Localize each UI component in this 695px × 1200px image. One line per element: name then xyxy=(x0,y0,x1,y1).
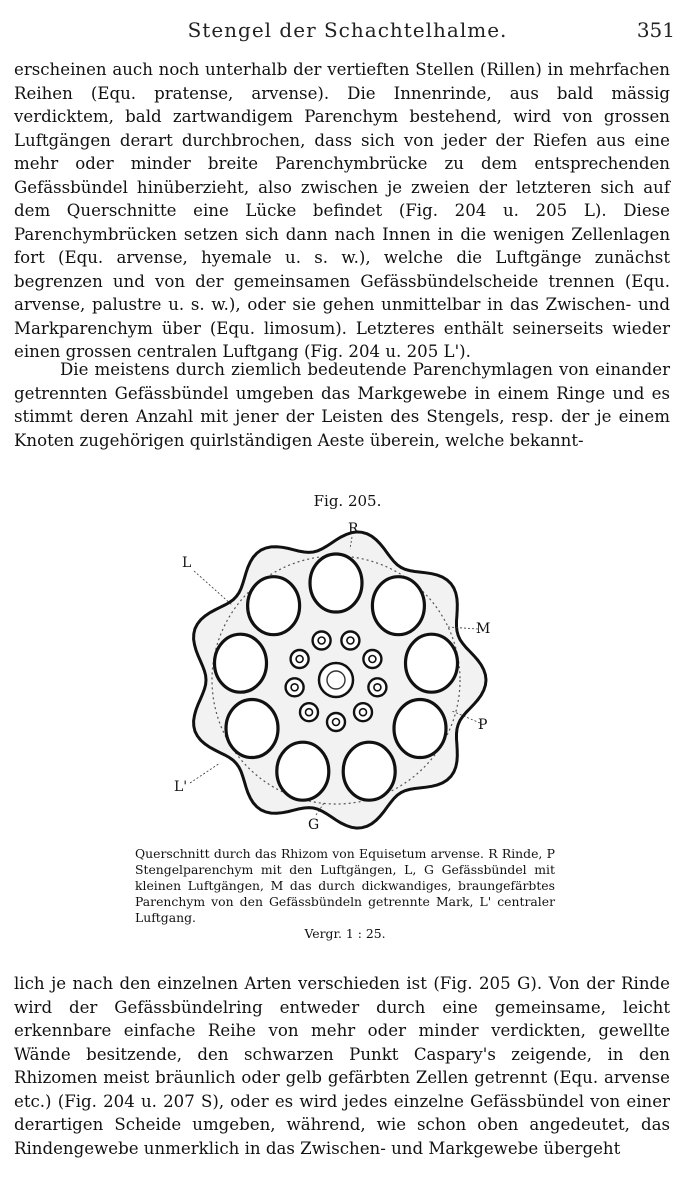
figure-label: Fig. 205. xyxy=(313,492,382,510)
central-canal xyxy=(319,663,353,697)
air-canal xyxy=(406,634,458,692)
vascular-bundle xyxy=(354,703,372,721)
body-paragraph-2-text: Die meistens durch ziemlich bedeutende Parenchymlagen von einander getrennten Gefässbündel umgeben das Markgewebe in einem Ringe und es stimmt deren Anzahl mit jener der Leisten des Stengels, resp. der je einem Knoten zugehörigen quirlständigen Aeste überein, welche bekannt- xyxy=(14,360,670,450)
body-paragraph-1: erscheinen auch noch unterhalb der vertieften Stellen (Rillen) in mehrfachen Reihen (Equ. pratense, arvense). Die Innenrinde, aus bald mässig verdicktem, bald zartwandigem Parenchym bestehend, wird von grossen Luftgängen derart durchbrochen, dass sich von jeder der Riefen aus eine mehr oder minder breite Parenchymbrücke zu dem entsprechenden Gefässbündel hinüberzieht, also zwischen je zweien der letzteren sich auf dem Querschnitte eine Lücke befindet (Fig. 204 u. 205 L). Diese Parenchymbrücken setzen sich dann nach Innen in die wenigen Zellenlagen fort (Equ. arvense, hyemale u. s. w.), welche die Luftgänge zunächst begrenzen und von der gemeinsamen Gefässbündelscheide trennen (Equ. arvense, palustre u. s. w.), oder sie gehen unmittelbar in das Zwischen- und Markparenchym über (Equ. limosum). Letzteres enthält seinerseits wieder einen grossen centralen Luftgang (Fig. 204 u. 205 L'). xyxy=(14,60,670,361)
air-canal xyxy=(277,742,329,800)
letter-R: R xyxy=(348,521,359,537)
letter-P: P xyxy=(478,717,488,733)
figure-caption-scale: Vergr. 1 : 25. xyxy=(304,926,386,941)
figure-caption-text: Querschnitt durch das Rhizom von Equisetum arvense. R Rinde, P Stengelparenchym mit den Luftgängen, L, G Gefässbündel mit kleinen Luftgängen, M das durch dickwandiges, braungefärbtes Parenchym von den Gefässbündeln getrennte Mark, L' centraler Luftgang. xyxy=(135,846,555,925)
vascular-bundle xyxy=(363,650,381,668)
vascular-bundle xyxy=(286,678,304,696)
vascular-bundle xyxy=(327,713,345,731)
letter-L: L xyxy=(182,555,192,571)
vascular-bundle xyxy=(300,703,318,721)
vascular-bundle xyxy=(291,650,309,668)
label-pointer-line xyxy=(190,763,220,783)
letter-L-prime: L' xyxy=(174,779,188,795)
rhizom-cross-section-drawing xyxy=(160,515,520,845)
air-canal xyxy=(372,577,424,635)
figure-caption xyxy=(135,846,555,942)
air-canal xyxy=(394,700,446,758)
body-paragraph-2 xyxy=(14,358,670,452)
air-canal xyxy=(226,700,278,758)
vascular-bundle xyxy=(313,632,331,650)
figure-cross-section xyxy=(160,515,520,845)
air-canal xyxy=(215,634,267,692)
running-head xyxy=(0,18,695,48)
air-canal xyxy=(310,554,362,612)
vascular-bundle xyxy=(341,632,359,650)
letter-M: M xyxy=(476,621,491,637)
body-paragraph-3: lich je nach den einzelnen Arten verschieden ist (Fig. 205 G). Von der Rinde wird der Gefässbündelring entweder durch eine gemeinsame, leicht erkennbare einfache Reihe von mehr oder minder verdickten, gewellte Wände besitzende, den schwarzen Punkt Caspary's zeigende, in den Rhizomen meist bräunlich oder gelb gefärbten Zellen getrennt (Equ. arvense etc.) (Fig. 204 u. 207 S), oder es wird jedes einzelne Gefässbündel von einer derartigen Scheide umgeben, während, wie schon oben angedeutet, das Rindengewebe unmerklich in das Zwischen- und Markgewebe übergeht xyxy=(14,974,670,1158)
air-canal xyxy=(343,742,395,800)
running-title: Stengel der Schachtelhalme. xyxy=(187,18,508,42)
letter-G: G xyxy=(308,817,320,833)
drawing-group xyxy=(190,532,486,828)
page-number: 351 xyxy=(636,18,675,42)
vascular-bundle xyxy=(368,678,386,696)
air-canal xyxy=(248,577,300,635)
label-pointer-line xyxy=(194,571,232,605)
